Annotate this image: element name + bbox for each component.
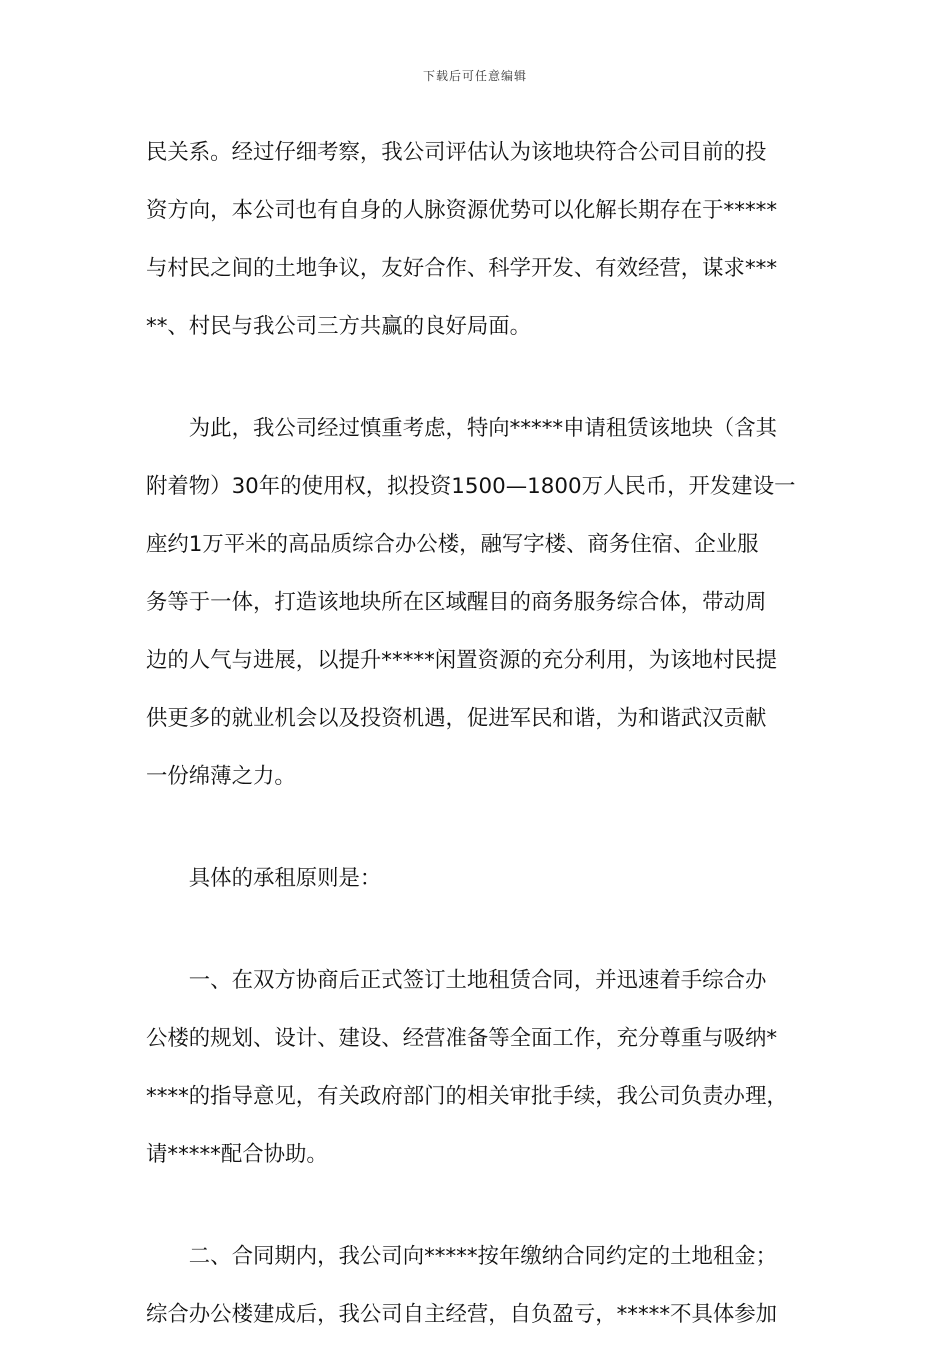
page-header: 下载后可任意编辑: [422, 69, 527, 83]
text-line: 边的人气与进展，以提升*****闲置资源的充分利用，为该地村民提: [146, 648, 778, 673]
text-line: 公楼的规划、设计、建设、经营准备等全面工作，充分尊重与吸纳*: [146, 1026, 778, 1051]
text-line: **、村民与我公司三方共赢的良好局面。: [146, 314, 532, 339]
paragraph: [146, 130, 810, 362]
paragraph-gap: [146, 812, 810, 856]
text-line: 与村民之间的土地争议，友好合作、科学开发、有效经营，谋求***: [146, 256, 778, 281]
paragraph-gap: [146, 1190, 810, 1234]
paragraph: [146, 1234, 810, 1350]
document-body: [146, 130, 810, 1350]
text-line: 请*****配合协助。: [146, 1142, 328, 1167]
text-line: 二、合同期内，我公司向*****按年缴纳合同约定的土地租金；: [146, 1244, 778, 1269]
text-line: ****的指导意见，有关政府部门的相关审批手续，我公司负责办理，: [146, 1084, 788, 1109]
text-line: 务等于一体，打造该地块所在区域醒目的商务服务综合体，带动周: [146, 590, 767, 615]
text-line: 座约1万平米的高品质综合办公楼，融写字楼、商务住宿、企业服: [146, 532, 759, 557]
text-line: 一、在双方协商后正式签订土地租赁合同，并迅速着手综合办: [146, 968, 767, 993]
paragraph: [146, 856, 810, 914]
paragraph-gap: [146, 362, 810, 406]
text-line: 为此，我公司经过慎重考虑，特向*****申请租赁该地块（含其: [146, 416, 778, 441]
text-line: 附着物）30年的使用权，拟投资1500—1800万人民币，开发建设一: [146, 474, 796, 499]
text-line: 具体的承租原则是：: [146, 866, 382, 891]
text-line: 民关系。经过仔细考察，我公司评估认为该地块符合公司目前的投: [146, 140, 767, 165]
paragraph: [146, 958, 810, 1190]
paragraph: [146, 406, 810, 812]
text-line: 综合办公楼建成后，我公司自主经营，自负盈亏，*****不具体参加: [146, 1302, 778, 1327]
text-line: 资方向，本公司也有自身的人脉资源优势可以化解长期存在于*****: [146, 198, 778, 223]
text-line: 供更多的就业机会以及投资机遇，促进军民和谐，为和谐武汉贡献: [146, 706, 767, 731]
text-line: 一份绵薄之力。: [146, 764, 296, 789]
paragraph-gap: [146, 914, 810, 958]
